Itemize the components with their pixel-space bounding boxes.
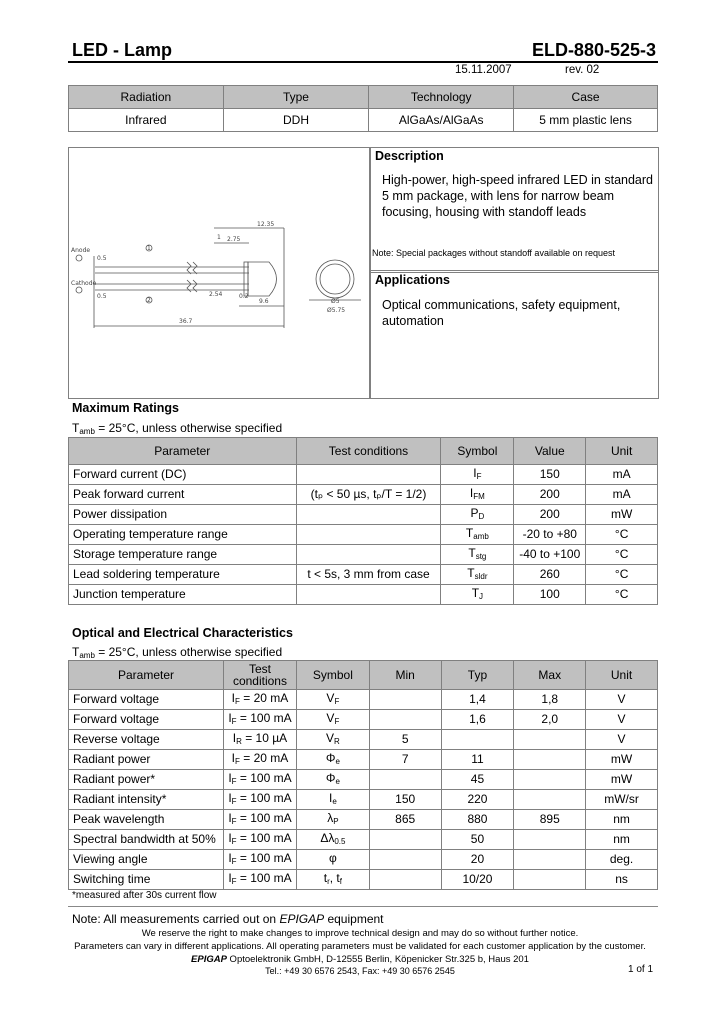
table-row (69, 790, 658, 810)
footer-disclaimer-2: Parameters can vary in different applications. All operating parameters must be validated for each customer application by the customer. (74, 941, 646, 952)
max-header-conditions: Test conditions (296, 438, 441, 465)
table-row (69, 870, 658, 890)
symbol-cell: $T_{sldr}$ (441, 565, 514, 585)
parameter-cell: Peak forward current (69, 485, 297, 505)
table-row (69, 710, 658, 730)
typ-cell: 880 (441, 810, 514, 830)
conditions-cell: $I_F = 100$ mA (223, 710, 296, 730)
description-line-2: 5 mm package, with lens for narrow beam (382, 189, 615, 203)
conditions-cell: t < 5s, 3 mm from case (296, 565, 441, 585)
parameter-cell: Junction temperature (69, 585, 297, 605)
unit-cell: °C (586, 565, 658, 585)
max-ratings-title: Maximum Ratings (72, 401, 179, 415)
unit-cell: mA (586, 485, 658, 505)
table-row (69, 545, 658, 565)
conditions-cell (296, 585, 441, 605)
conditions-cell: $I_F = 100$ mA (223, 790, 296, 810)
typ-cell: 20 (441, 850, 514, 870)
value-cell: 200 (514, 485, 586, 505)
page-number: 1 of 1 (628, 964, 654, 975)
opt-header-max: Max (514, 661, 586, 690)
page-title: LED - Lamp (72, 40, 173, 60)
typ-cell: 1,4 (441, 690, 514, 710)
opt-header-unit: Unit (586, 661, 658, 690)
conditions-cell (296, 465, 441, 485)
symbol-cell: $T_{amb}$ (441, 525, 514, 545)
conditions-cell: $I_F = 20$ mA (223, 690, 296, 710)
symbol-cell: $\Delta\lambda_{0.5}$ (296, 830, 369, 850)
table-row (69, 770, 658, 790)
led-package-drawing (69, 148, 368, 396)
parameter-cell: Spectral bandwidth at 50% (69, 830, 224, 850)
footer-rule (68, 906, 658, 907)
symbol-cell: φ (296, 850, 369, 870)
footer-company: EPIGAP Optoelektronik GmbH, D-12555 Berlin, Köpenicker Str.325 b, Haus 201 (191, 954, 529, 965)
description-title: Description (375, 149, 444, 163)
unit-cell: mW/sr (586, 790, 658, 810)
parameter-cell: Radiant power* (69, 770, 224, 790)
max-cell (514, 770, 586, 790)
unit-cell: mW (586, 770, 658, 790)
dim-5: Ø5 (331, 298, 340, 305)
conditions-cell: $I_F = 20$ mA (223, 750, 296, 770)
parameter-cell: Forward voltage (69, 690, 224, 710)
dim-275: 2.75 (227, 236, 241, 243)
symbol-cell: $V_F$ (296, 710, 369, 730)
optical-table (68, 660, 658, 890)
min-cell (369, 870, 441, 890)
max-cell (514, 730, 586, 750)
summary-technology: AlGaAs/AlGaAs (369, 109, 514, 132)
symbol-cell: $\lambda_P$ (296, 810, 369, 830)
min-cell (369, 850, 441, 870)
value-cell: -40 to +100 (514, 545, 586, 565)
conditions-cell: (tₚ < 50 µs, tₚ/T = 1/2) (296, 485, 441, 505)
unit-cell: deg. (586, 850, 658, 870)
footer-disclaimer-1: We reserve the right to make changes to improve technical design and may do so without further notice. (141, 928, 579, 939)
optical-condition: $T_{amb} = 25^\circ C$, unless otherwise specified (72, 645, 283, 660)
marker-2: 2 (147, 297, 151, 304)
footer-contact: Tel.: +49 30 6576 2543, Fax: +49 30 6576 2545 (265, 966, 455, 976)
summary-header-case: Case (514, 86, 658, 109)
summary-header-technology: Technology (369, 86, 514, 109)
min-cell: 5 (369, 730, 441, 750)
document-date: 15.11.2007 (455, 64, 512, 76)
parameter-cell: Operating temperature range (69, 525, 297, 545)
conditions-cell (296, 505, 441, 525)
unit-cell: V (586, 690, 658, 710)
parameter-cell: Forward current (DC) (69, 465, 297, 485)
symbol-cell: $V_F$ (296, 690, 369, 710)
description-line-3: focusing, housing with standoff leads (382, 205, 587, 219)
table-row (69, 730, 658, 750)
dim-05b: 0.5 (97, 293, 107, 300)
applications-line-2: automation (382, 314, 444, 328)
unit-cell: °C (586, 585, 658, 605)
typ-cell: 220 (441, 790, 514, 810)
typ-cell: 11 (441, 750, 514, 770)
min-cell: 7 (369, 750, 441, 770)
symbol-cell: $\Phi_e$ (296, 750, 369, 770)
summary-radiation: Infrared (69, 109, 224, 132)
summary-case: 5 mm plastic lens (514, 109, 658, 132)
measurement-note: Note: All measurements carried out on EPIGAP equipment (72, 912, 384, 926)
min-cell: 865 (369, 810, 441, 830)
conditions-cell: $I_R = 10$ µA (223, 730, 296, 750)
parameter-cell: Reverse voltage (69, 730, 224, 750)
max-cell (514, 870, 586, 890)
applications-panel (369, 270, 659, 399)
description-text (382, 172, 653, 220)
parameter-cell: Lead soldering temperature (69, 565, 297, 585)
dim-357: 36.7 (179, 318, 193, 325)
table-row (69, 505, 658, 525)
parameter-cell: Radiant intensity* (69, 790, 224, 810)
applications-title: Applications (375, 273, 451, 287)
symbol-cell: $T_J$ (441, 585, 514, 605)
applications-line-1: Optical communications, safety equipment, (382, 298, 621, 312)
summary-type: DDH (223, 109, 369, 132)
max-ratings-table (68, 437, 658, 605)
max-header-symbol: Symbol (441, 438, 514, 465)
table-row (69, 485, 658, 505)
description-line-1: High-power, high-speed infrared LED in standard (382, 173, 653, 187)
unit-cell: ns (586, 870, 658, 890)
opt-header-symbol: Symbol (296, 661, 369, 690)
typ-cell: 50 (441, 830, 514, 850)
conditions-cell: $I_F = 100$ mA (223, 810, 296, 830)
min-cell: 150 (369, 790, 441, 810)
dim-05a: 0.5 (97, 255, 107, 262)
typ-cell: 1,6 (441, 710, 514, 730)
max-cell: 895 (514, 810, 586, 830)
summary-header-radiation: Radiation (69, 86, 224, 109)
parameter-cell: Forward voltage (69, 710, 224, 730)
unit-cell: °C (586, 525, 658, 545)
unit-cell: mW (586, 750, 658, 770)
opt-header-typ: Typ (441, 661, 514, 690)
summary-table (68, 85, 658, 132)
max-cell: 1,8 (514, 690, 586, 710)
value-cell: 260 (514, 565, 586, 585)
dim-575: Ø5.75 (327, 307, 346, 314)
typ-cell (441, 730, 514, 750)
header-rule (68, 61, 658, 63)
conditions-cell (296, 545, 441, 565)
parameter-cell: Viewing angle (69, 850, 224, 870)
table-row (69, 585, 658, 605)
dim-96: 9.6 (259, 298, 269, 305)
max-header-parameter: Parameter (69, 438, 297, 465)
max-ratings-condition: $T_{amb} = 25^\circ C$, unless otherwise specified (72, 421, 283, 436)
conditions-cell (296, 525, 441, 545)
summary-header-type: Type (223, 86, 369, 109)
min-cell (369, 830, 441, 850)
parameter-cell: Radiant power (69, 750, 224, 770)
table-row (69, 830, 658, 850)
document-revision: rev. 02 (565, 64, 600, 76)
table-row (69, 565, 658, 585)
table-row (69, 465, 658, 485)
min-cell (369, 710, 441, 730)
min-cell (369, 770, 441, 790)
conditions-cell: $I_F = 100$ mA (223, 830, 296, 850)
dim-02: 0.2 (239, 293, 249, 300)
anode-label: Anode (71, 247, 91, 254)
unit-cell: °C (586, 545, 658, 565)
max-cell (514, 790, 586, 810)
symbol-cell: $T_{stg}$ (441, 545, 514, 565)
opt-header-min: Min (369, 661, 441, 690)
opt-header-conditions: Test conditions (223, 661, 296, 690)
max-cell (514, 750, 586, 770)
table-row (69, 525, 658, 545)
max-cell (514, 830, 586, 850)
parameter-cell: Power dissipation (69, 505, 297, 525)
unit-cell: mW (586, 505, 658, 525)
conditions-cell: $I_F = 100$ mA (223, 870, 296, 890)
value-cell: 100 (514, 585, 586, 605)
max-cell: 2,0 (514, 710, 586, 730)
unit-cell: nm (586, 810, 658, 830)
table-row (69, 850, 658, 870)
part-number: ELD-880-525-3 (531, 40, 656, 60)
dim-254: 2.54 (209, 291, 223, 298)
marker-1: 1 (147, 245, 151, 252)
conditions-cell: $I_F = 100$ mA (223, 770, 296, 790)
typ-cell: 10/20 (441, 870, 514, 890)
dim-total: 12.35 (257, 221, 275, 228)
unit-cell: nm (586, 830, 658, 850)
unit-cell: V (586, 730, 658, 750)
table-row (69, 810, 658, 830)
min-cell (369, 690, 441, 710)
conditions-cell: $I_F = 100$ mA (223, 850, 296, 870)
opt-header-parameter: Parameter (69, 661, 224, 690)
optical-footnote: *measured after 30s current flow (72, 890, 217, 901)
value-cell: -20 to +80 (514, 525, 586, 545)
symbol-cell: $I_e$ (296, 790, 369, 810)
cathode-label: Cathode (71, 280, 97, 287)
table-row (69, 750, 658, 770)
value-cell: 200 (514, 505, 586, 525)
symbol-cell: $t_r$, $t_f$ (296, 870, 369, 890)
symbol-cell: $I_{FM}$ (441, 485, 514, 505)
max-header-unit: Unit (586, 438, 658, 465)
optical-title: Optical and Electrical Characteristics (72, 626, 293, 640)
parameter-cell: Peak wavelength (69, 810, 224, 830)
max-header-value: Value (514, 438, 586, 465)
parameter-cell: Switching time (69, 870, 224, 890)
table-row (69, 690, 658, 710)
max-cell (514, 850, 586, 870)
symbol-cell: $P_D$ (441, 505, 514, 525)
unit-cell: mA (586, 465, 658, 485)
parameter-cell: Storage temperature range (69, 545, 297, 565)
dim-1: 1 (217, 234, 221, 241)
typ-cell: 45 (441, 770, 514, 790)
description-note: Note: Special packages without standoff available on request (372, 248, 615, 258)
unit-cell: V (586, 710, 658, 730)
symbol-cell: $V_R$ (296, 730, 369, 750)
value-cell: 150 (514, 465, 586, 485)
symbol-cell: $\Phi_e$ (296, 770, 369, 790)
applications-text (382, 297, 620, 329)
symbol-cell: $I_F$ (441, 465, 514, 485)
